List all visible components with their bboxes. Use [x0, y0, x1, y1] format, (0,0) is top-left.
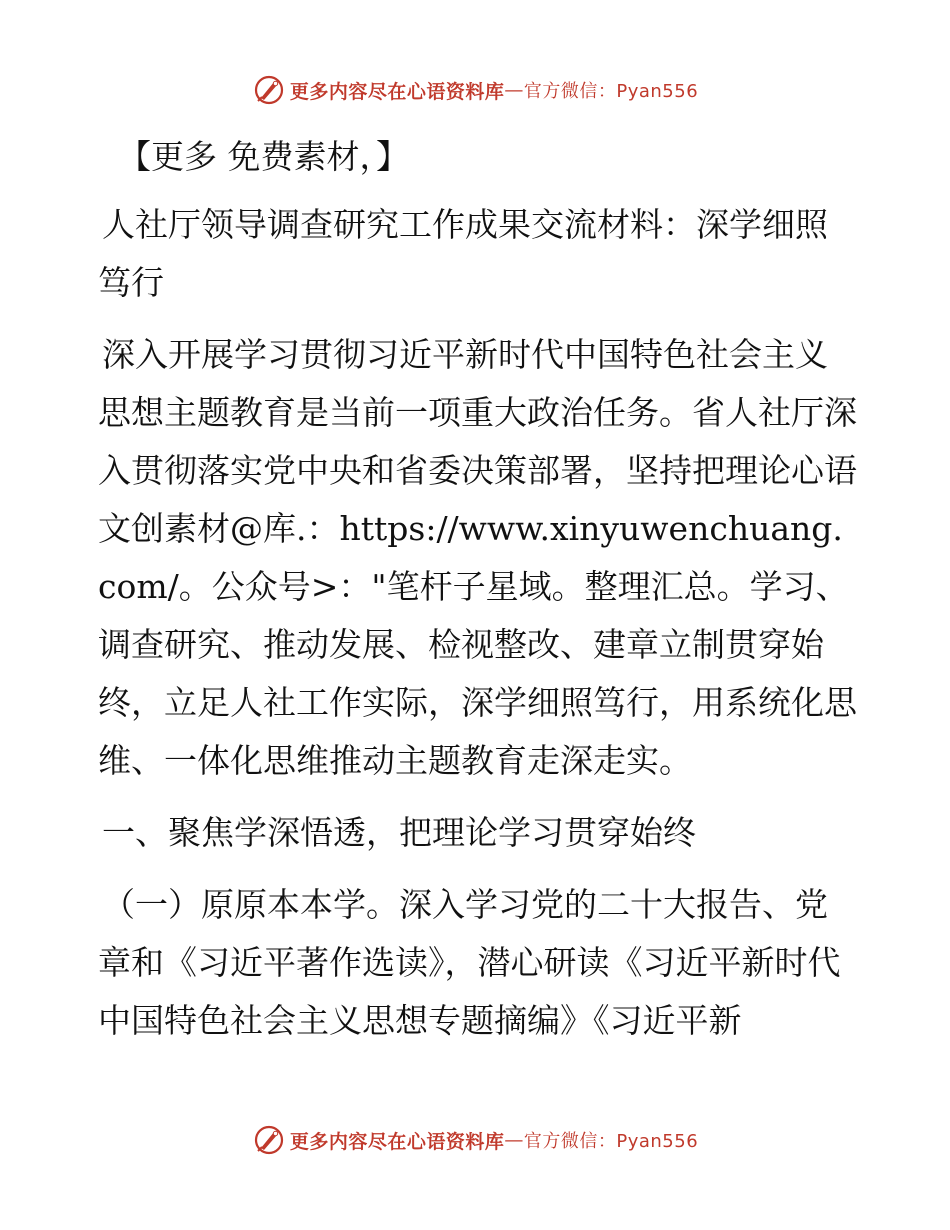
watermark-wechat: 官方微信：Pyan556 — [523, 1131, 699, 1152]
watermark-footer — [0, 1120, 950, 1160]
quill-pen-logo-icon — [252, 1123, 286, 1157]
document-title: 人社厅领导调查研究工作成果交流材料：深学细照笃行 — [98, 205, 828, 302]
watermark-header — [0, 70, 950, 110]
watermark-wechat: 官方微信：Pyan556 — [523, 81, 699, 102]
section-1-item-1: （一）原原本本学。深入学习党的二十大报告、党章和《习近平著作选读》，潜心研读《习近平新时代中国特色社会主义思想专题摘编》《习近平新 — [98, 885, 841, 1040]
watermark-separator: — — [504, 79, 524, 101]
header-note: 【更多 免费素材，】 — [118, 137, 409, 176]
intro-paragraph: 深入开展学习贯彻习近平新时代中国特色社会主义思想主题教育是当前一项重大政治任务。省人社厅深入贯彻落实党中央和省委决策部署，坚持把理论心语文创素材@库.：https://www.xinyuwenchuang.com/。公众号>："笔杆子星域。整理汇总。学习、调查研究、推动发展、检视整改、建章立制贯穿始终，立足人社工作实际，深学细照笃行，用系统化思维、一体化思维推动主题教育走深走实。 — [98, 335, 857, 780]
section-1-heading: 一、聚焦学深悟透，把理论学习贯穿始终 — [102, 813, 696, 852]
quill-pen-logo-icon — [252, 73, 286, 107]
watermark-brand: 更多内容尽在心语资料库 — [289, 80, 505, 103]
watermark-brand: 更多内容尽在心语资料库 — [289, 1130, 505, 1153]
document-body — [98, 128, 858, 1050]
watermark-separator: — — [504, 1129, 524, 1151]
